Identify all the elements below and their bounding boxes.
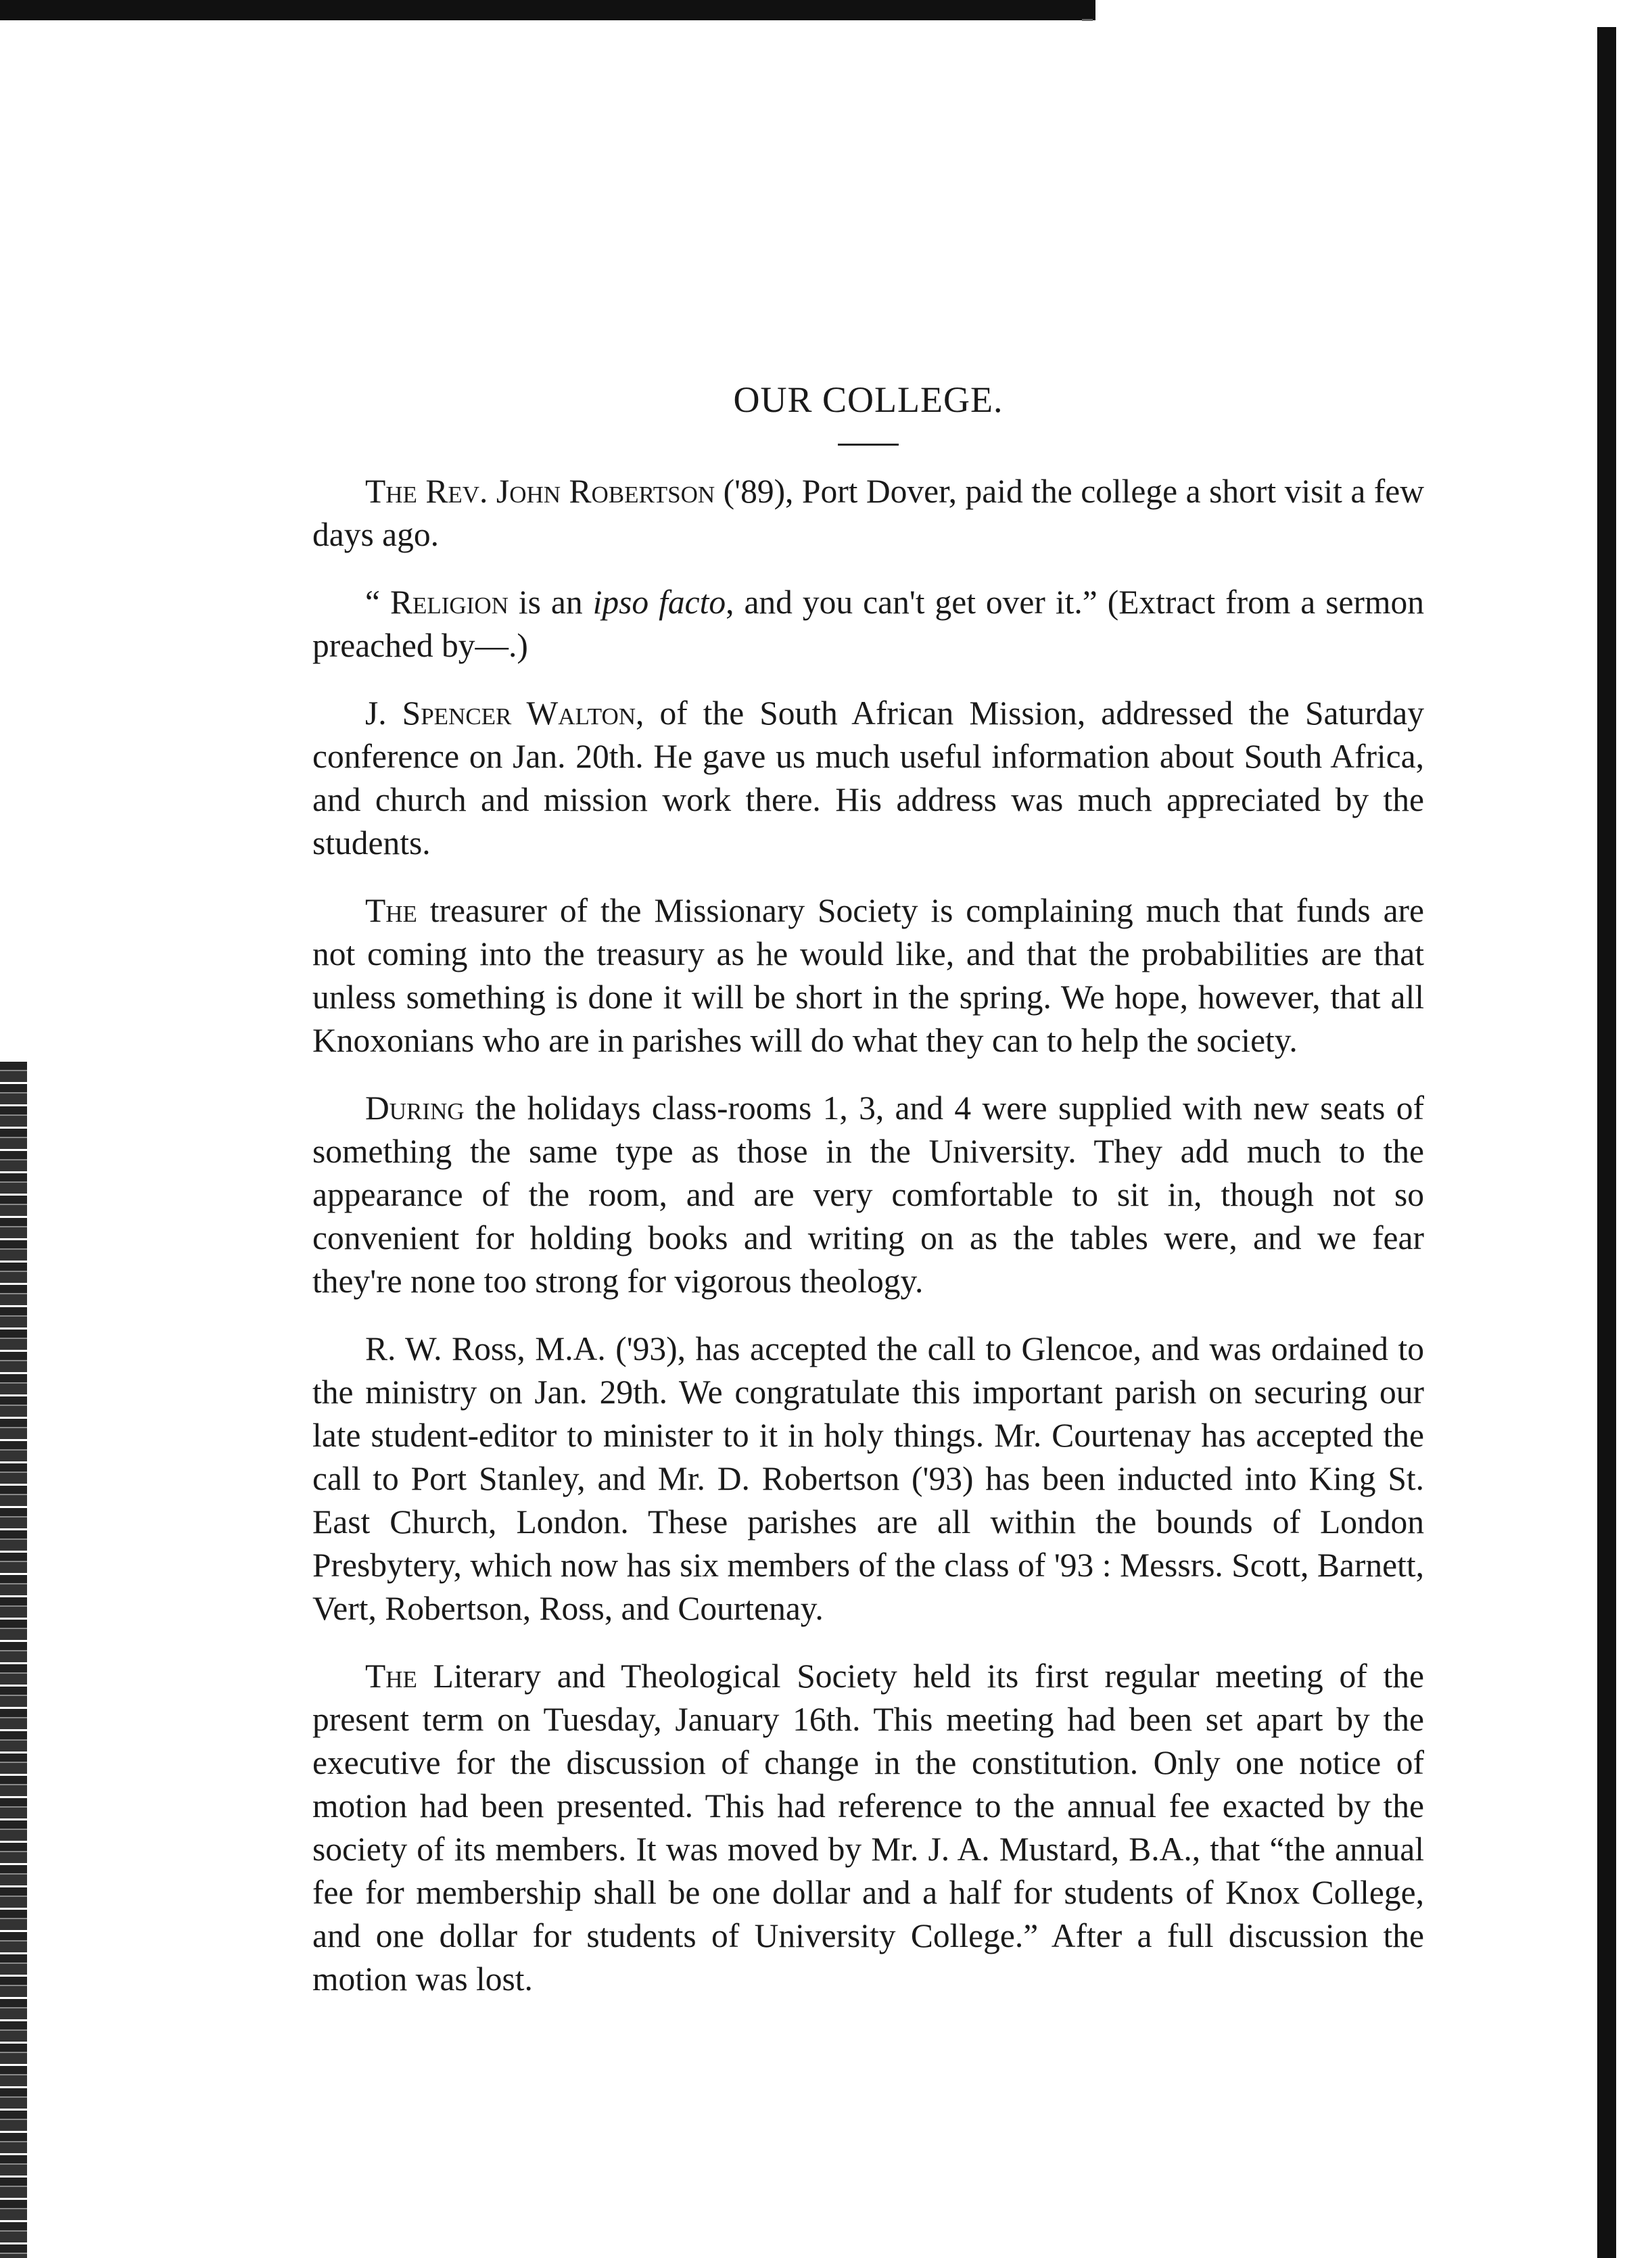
left-binding-edge [0, 1062, 27, 2258]
paragraph-open-quote: “ [365, 584, 390, 621]
paragraph-lead: During [365, 1089, 465, 1127]
paragraph-italic-phrase: ipso facto [592, 584, 726, 621]
paragraph-text: the holidays class-rooms 1, 3, and 4 were supplied with new seats of something the same type as those in the University. They add much to the appearance of the room, and are very comfortable to sit in, though not so convenient for holding books and writing on as the tables were, and we fear they're none too strong for vigorous theology. [312, 1089, 1424, 1300]
paragraph-new-seats [312, 1087, 1424, 1303]
paragraph-walton-address [312, 692, 1424, 865]
paragraph-lead: The [365, 892, 417, 929]
paragraph-missionary-treasurer [312, 889, 1424, 1062]
paragraph-literary-society [312, 1655, 1424, 2001]
paragraph-lead: The Rev. John Robertson [365, 473, 715, 510]
paragraph-text-before-italic: is an [508, 584, 593, 621]
paragraph-text: , of the South African Mission, addressed the Saturday conference on Jan. 20th. He gave us much useful information about South Africa, and church and mission work there. His address was much appreciated by the students. [312, 695, 1424, 862]
right-edge-bar [1597, 27, 1616, 2258]
top-border-rule [0, 0, 1095, 20]
paragraph-lead: J. Spencer Walton [365, 695, 636, 732]
top-border-rule-tail [1082, 19, 1093, 21]
paragraph-text: ('89), Port Dover, paid the college a short visit a few days ago. [312, 473, 1424, 553]
paragraph-lead: The [365, 1657, 417, 1695]
page-title: OUR COLLEGE. [733, 379, 1004, 420]
paragraph-text: R. W. Ross, M.A. ('93), has accepted the call to Glencoe, and was ordained to the ministry on Jan. 29th. We congratulate this important parish on securing our late student-editor to minister to it in holy things. Mr. Courtenay has accepted the call to Port Stanley, and Mr. D. Robertson ('93) has been inducted into King St. East Church, London. These parishes are all within the bounds of London Presbytery, which now has six members of the class of '93 : Messrs. Scott, Barnett, Vert, Robertson, Ross, and Courtenay. [312, 1330, 1424, 1627]
paragraph-ross-ordination [312, 1327, 1424, 1630]
title-divider [838, 444, 899, 446]
paragraph-robertson-visit [312, 470, 1424, 557]
paragraph-religion-quote [312, 581, 1424, 667]
paragraph-text: treasurer of the Missionary Society is complaining much that funds are not coming into the treasury as he would like, and that the probabilities are that unless something is done it will be short in the spring. We hope, however, that all Knoxonians who are in parishes will do what they can to help the society. [312, 892, 1424, 1059]
page-content [312, 379, 1424, 2025]
paragraph-text: , and you can't get over it.” (Extract from a sermon preached by—.) [312, 584, 1424, 664]
paragraph-text: Literary and Theological Society held its first regular meeting of the present term on Tuesday, January 16th. This meeting had been set apart by the executive for the discussion of change in the constitution. Only one notice of motion had been presented. This had reference to the annual fee exacted by the society of its members. It was moved by Mr. J. A. Mustard, B.A., that “the annual fee for membership shall be one dollar and a half for students of Knox College, and one dollar for students of University College.” After a full discussion the motion was lost. [312, 1657, 1424, 1998]
paragraph-lead: Religion [390, 584, 509, 621]
